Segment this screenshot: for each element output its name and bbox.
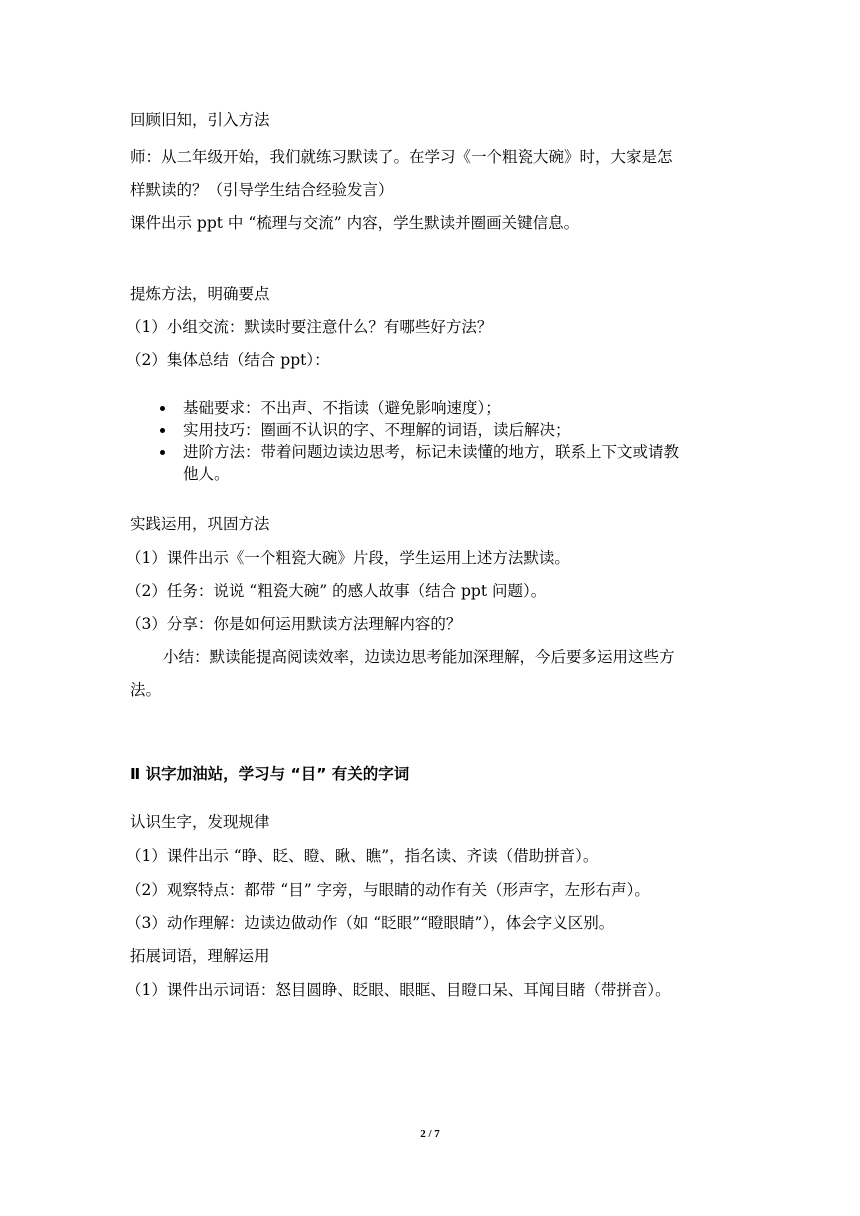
bullet-item-continuation: 他人。 — [183, 465, 230, 483]
bullet-icon — [160, 428, 165, 433]
list-item: （2）任务：说说 “粗瓷大碗” 的感人故事（结合 ppt 问题）。 — [126, 582, 547, 600]
section-title-new-chars: 认识生字，发现规律 — [130, 813, 270, 831]
list-item: （3）分享：你是如何运用默读方法理解内容的？ — [126, 615, 462, 633]
bullet-icon — [160, 450, 165, 455]
list-item: （1）课件出示词语：怒目圆睁、眨眼、眼眶、目瞪口呆、耳闻目睹（带拼音）。 — [126, 981, 671, 999]
section-heading-literacy: Ⅱ 识字加油站，学习与 “目” 有关的字词 — [130, 765, 410, 783]
section-title-practice: 实践运用，巩固方法 — [130, 515, 270, 533]
section-title-extend: 拓展词语，理解运用 — [130, 947, 270, 965]
paragraph-courseware: 课件出示 ppt 中 “梳理与交流” 内容，学生默读并圈画关键信息。 — [130, 214, 580, 232]
list-item: （1）课件出示《一个粗瓷大碗》片段，学生运用上述方法默读。 — [126, 549, 570, 567]
bullet-item: 基础要求：不出声、不指读（避免影响速度）； — [183, 399, 501, 417]
paragraph-teacher-line2: 样默读的？（引导学生结合经验发言） — [130, 181, 394, 199]
list-item: （2）观察特点：都带 “目” 字旁，与眼睛的动作有关（形声字，左形右声）。 — [126, 881, 650, 899]
bullet-icon — [160, 406, 165, 411]
list-item: （1）小组交流：默读时要注意什么？有哪些好方法？ — [126, 318, 493, 336]
list-item: （3）动作理解：边读边做动作（如 “眨眼”“瞪眼睛”），体会字义区别。 — [126, 914, 615, 932]
bullet-item: 实用技巧：圈画不认识的字、不理解的词语，读后解决； — [183, 421, 571, 439]
summary-line1: 小结：默读能提高阅读效率，边读边思考能加深理解，今后要多运用这些方 — [163, 648, 675, 666]
bullet-item: 进阶方法：带着问题边读边思考，标记未读懂的地方，联系上下文或请教 — [183, 443, 680, 461]
paragraph-teacher-line1: 师：从二年级开始，我们就练习默读了。在学习《一个粗瓷大碗》时，大家是怎 — [130, 148, 673, 166]
page-number: 2 / 7 — [420, 1128, 440, 1140]
list-item: （2）集体总结（结合 ppt）： — [126, 351, 330, 369]
section-title-extract: 提炼方法，明确要点 — [130, 285, 270, 303]
list-item: （1）课件出示 “睁、眨、瞪、瞅、瞧”，指名读、齐读（借助拼音）。 — [126, 847, 599, 865]
summary-line2: 法。 — [130, 681, 162, 699]
section-title-review: 回顾旧知，引入方法 — [130, 111, 270, 129]
